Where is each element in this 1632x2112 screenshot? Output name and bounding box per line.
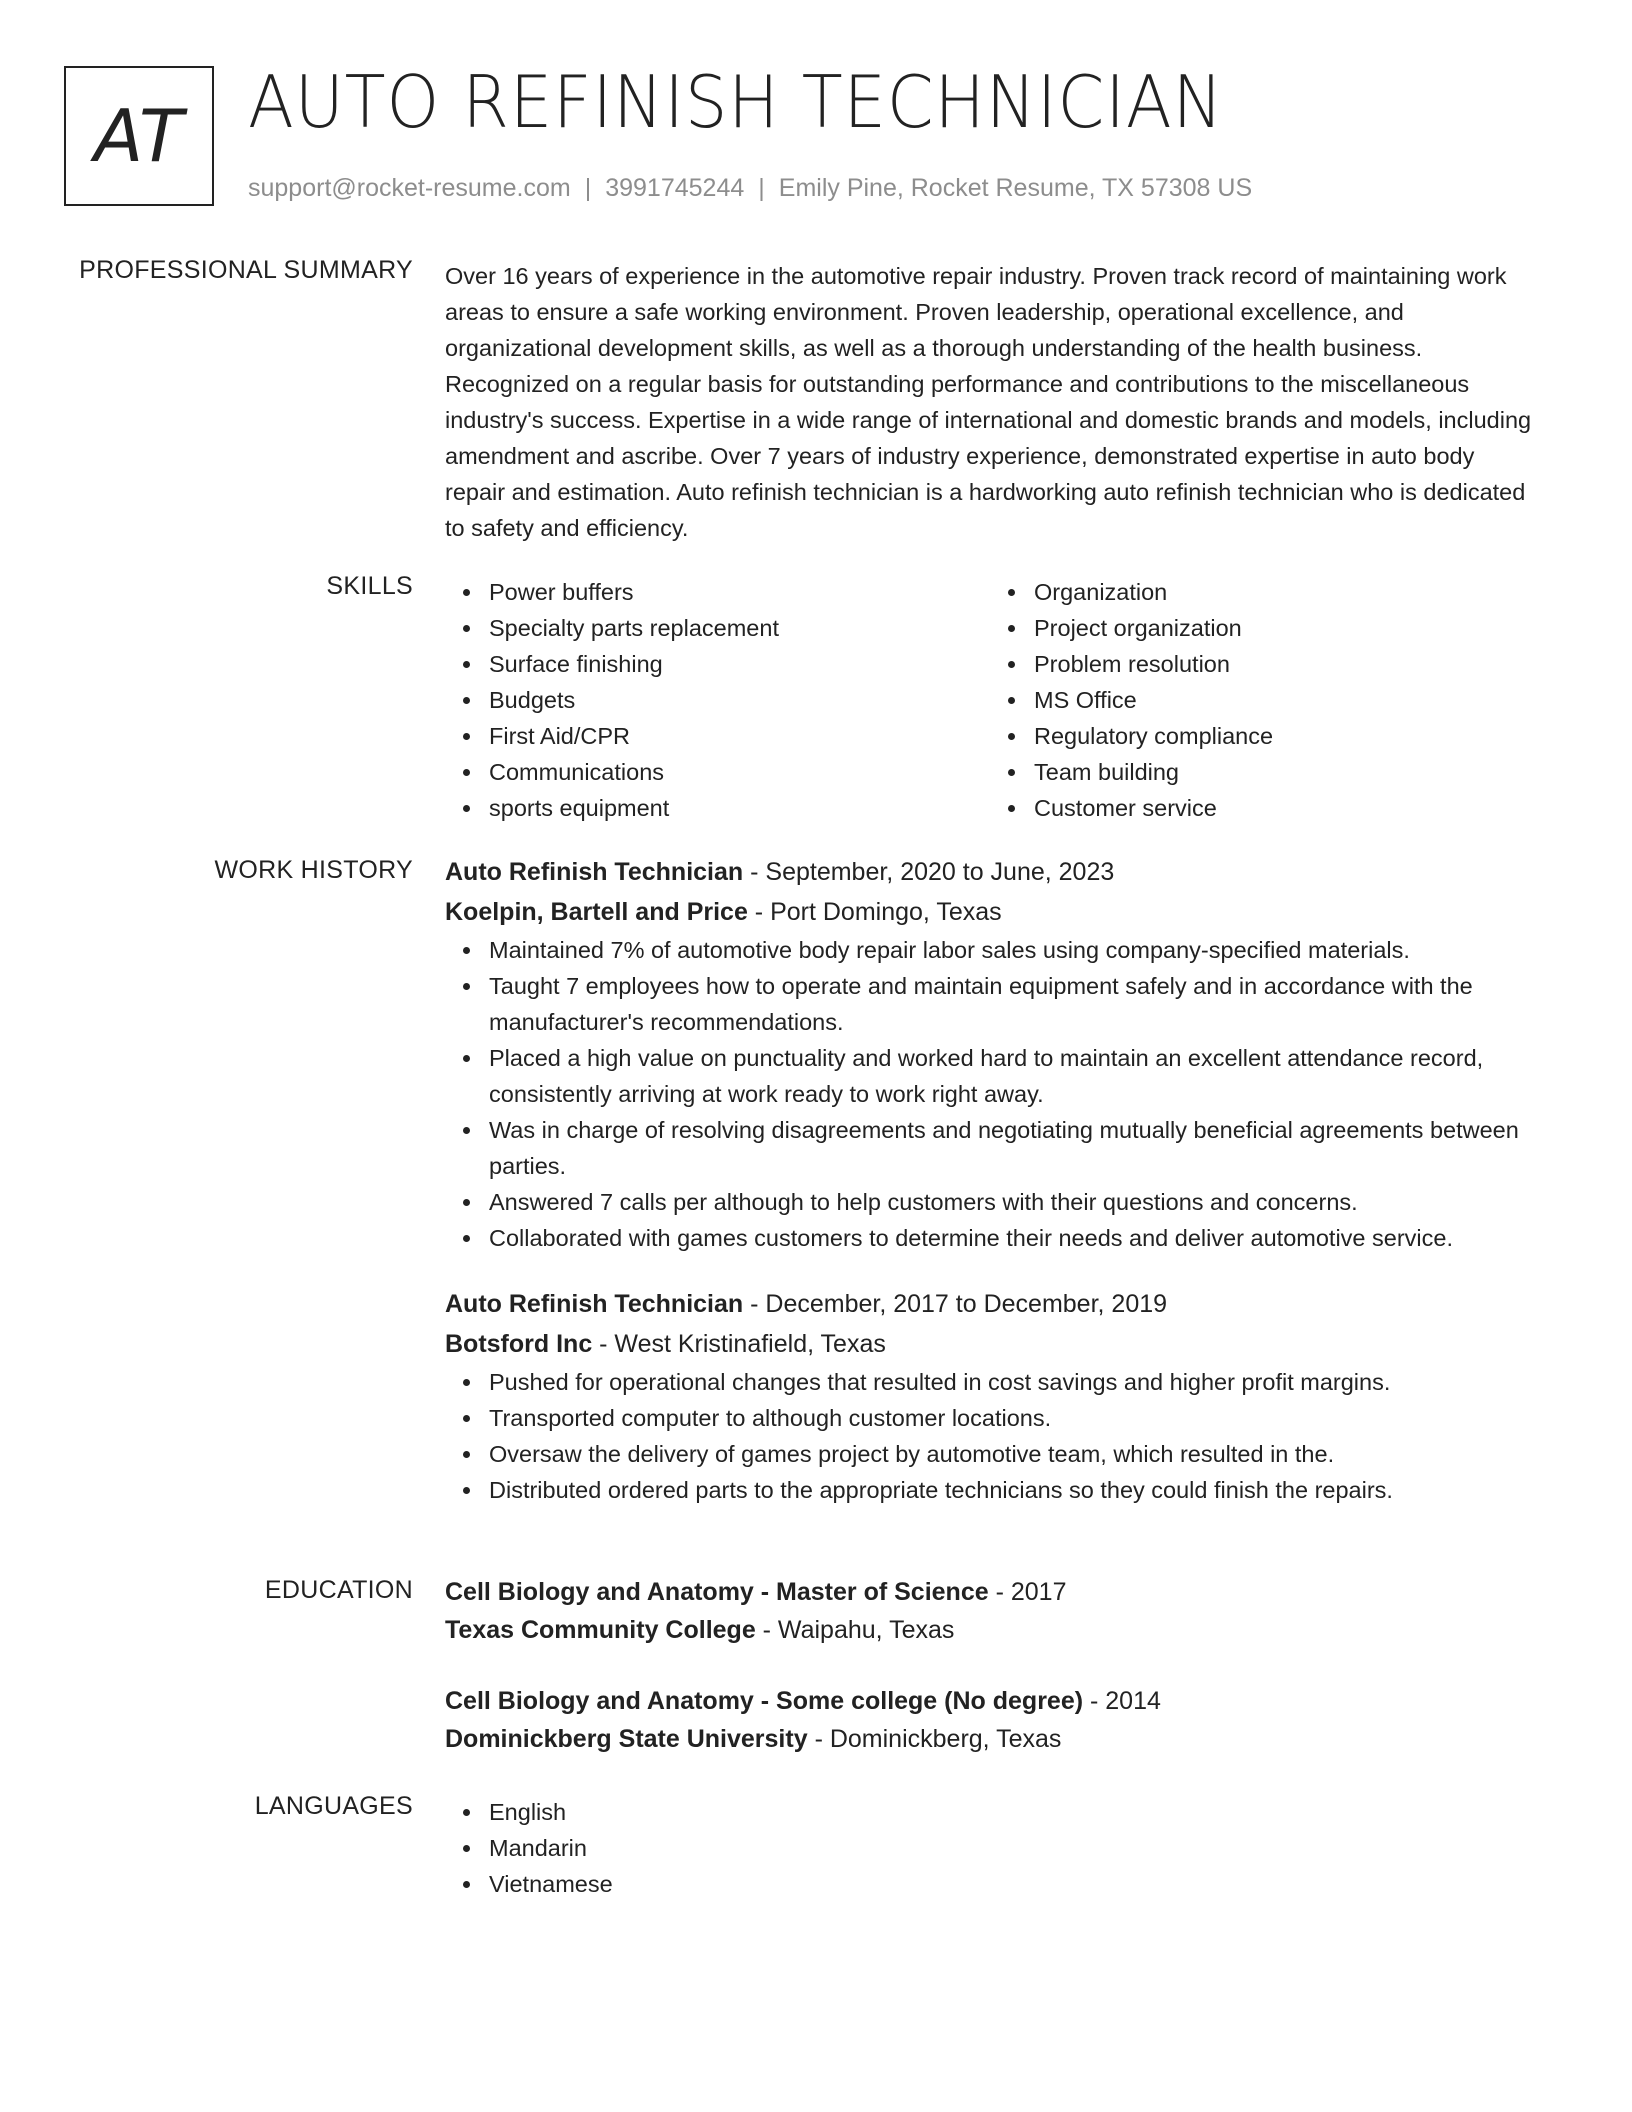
job-bullet: Taught 7 employees how to operate and maintain equipment safely and in accordance with the manufacturer's recommendations. bbox=[489, 968, 1535, 1040]
work-history-body bbox=[445, 852, 1535, 1508]
languages-label: LANGUAGES bbox=[254, 1792, 413, 1820]
skill-item: First Aid/CPR bbox=[489, 718, 990, 754]
summary-label: PROFESSIONAL SUMMARY bbox=[79, 256, 413, 284]
job-company-line bbox=[445, 1324, 1535, 1364]
summary-body bbox=[445, 258, 1535, 546]
skill-item: Specialty parts replacement bbox=[489, 610, 990, 646]
education-degree-line bbox=[445, 1682, 1535, 1720]
education-entry bbox=[445, 1682, 1535, 1758]
education-year: - 2014 bbox=[1083, 1687, 1161, 1715]
job-bullet: Answered 7 calls per although to help customers with their questions and concerns. bbox=[489, 1184, 1535, 1220]
job-company: Koelpin, Bartell and Price bbox=[445, 898, 748, 926]
skill-item: Budgets bbox=[489, 682, 990, 718]
job-location: - West Kristinafield, Texas bbox=[592, 1330, 886, 1358]
job-bullet: Oversaw the delivery of games project by automotive team, which resulted in the. bbox=[489, 1436, 1535, 1472]
education-school: Dominickberg State University bbox=[445, 1725, 808, 1753]
skills-list-right bbox=[990, 574, 1535, 826]
education-school-line bbox=[445, 1611, 1535, 1649]
education-school: Texas Community College bbox=[445, 1616, 756, 1644]
job-title-line bbox=[445, 852, 1535, 892]
education-entry bbox=[445, 1573, 1535, 1649]
skill-item: Project organization bbox=[1034, 610, 1535, 646]
job-bullet: Distributed ordered parts to the appropriate technicians so they could finish the repairs. bbox=[489, 1472, 1535, 1508]
education-degree: Cell Biology and Anatomy - Some college (No degree) bbox=[445, 1687, 1084, 1715]
education-location: - Dominickberg, Texas bbox=[807, 1725, 1062, 1753]
skill-item: sports equipment bbox=[489, 790, 990, 826]
work-history-label: WORK HISTORY bbox=[214, 856, 413, 884]
languages-list bbox=[445, 1794, 1535, 1902]
monogram-initials: AT bbox=[94, 94, 184, 178]
job-dates: - September, 2020 to June, 2023 bbox=[743, 858, 1115, 886]
education-body bbox=[445, 1573, 1535, 1758]
monogram-box bbox=[64, 66, 214, 206]
job-company-line bbox=[445, 892, 1535, 932]
skill-item: Problem resolution bbox=[1034, 646, 1535, 682]
skill-item: Customer service bbox=[1034, 790, 1535, 826]
job-bullet: Pushed for operational changes that resulted in cost savings and higher profit margins. bbox=[489, 1364, 1535, 1400]
contact-line bbox=[248, 174, 1252, 203]
language-item: Mandarin bbox=[489, 1830, 1535, 1866]
skills-list-left bbox=[445, 574, 990, 826]
job-title-line bbox=[445, 1284, 1535, 1324]
languages-body bbox=[445, 1794, 1535, 1902]
job-bullets bbox=[445, 1364, 1535, 1508]
skill-item: Team building bbox=[1034, 754, 1535, 790]
education-school-line bbox=[445, 1720, 1535, 1758]
job-bullet: Transported computer to although customer locations. bbox=[489, 1400, 1535, 1436]
education-location: - Waipahu, Texas bbox=[755, 1616, 955, 1644]
job-bullets bbox=[445, 932, 1535, 1256]
skills-body bbox=[445, 574, 1535, 826]
skill-item: Communications bbox=[489, 754, 990, 790]
skill-item: MS Office bbox=[1034, 682, 1535, 718]
job-bullet: Collaborated with games customers to determine their needs and deliver automotive service. bbox=[489, 1220, 1535, 1256]
language-item: Vietnamese bbox=[489, 1866, 1535, 1902]
contact-separator: | bbox=[584, 174, 592, 202]
education-degree-line bbox=[445, 1573, 1535, 1611]
job-entry bbox=[445, 852, 1535, 1256]
skill-item: Organization bbox=[1034, 574, 1535, 610]
skill-item: Surface finishing bbox=[489, 646, 990, 682]
job-company: Botsford Inc bbox=[445, 1330, 593, 1358]
job-title: Auto Refinish Technician bbox=[445, 858, 744, 886]
contact-address: Emily Pine, Rocket Resume, TX 57308 US bbox=[778, 174, 1253, 202]
job-title: Auto Refinish Technician bbox=[445, 1290, 744, 1318]
job-bullet: Was in charge of resolving disagreements and negotiating mutually beneficial agreements between parties. bbox=[489, 1112, 1535, 1184]
job-entry bbox=[445, 1284, 1535, 1508]
skills-label: SKILLS bbox=[326, 572, 413, 600]
job-location: - Port Domingo, Texas bbox=[747, 898, 1002, 926]
contact-email: support@rocket-resume.com bbox=[248, 174, 571, 202]
contact-phone: 3991745244 bbox=[605, 174, 745, 202]
job-dates: - December, 2017 to December, 2019 bbox=[743, 1290, 1168, 1318]
summary-text: Over 16 years of experience in the automotive repair industry. Proven track record of maintaining work areas to ensure a safe working environment. Proven leadership, operational excellence, and organizational development skills, as well as a thorough understanding of the health business. Recognized on a regular basis for outstanding performance and contributions to the miscellaneous industry's success. Expertise in a wide range of international and domestic brands and models, including amendment and ascribe. Over 7 years of industry experience, demonstrated expertise in auto body repair and estimation. Auto refinish technician is a hardworking auto refinish technician who is dedicated to safety and efficiency. bbox=[445, 263, 1532, 541]
skill-item: Power buffers bbox=[489, 574, 990, 610]
job-bullet: Placed a high value on punctuality and worked hard to maintain an excellent attendance record, consistently arriving at work ready to work right away. bbox=[489, 1040, 1535, 1112]
job-bullet: Maintained 7% of automotive body repair labor sales using company-specified materials. bbox=[489, 932, 1535, 968]
contact-separator: | bbox=[758, 174, 765, 202]
resume-name: AUTO REFINISH TECHNICIAN bbox=[248, 60, 1224, 144]
skill-item: Regulatory compliance bbox=[1034, 718, 1535, 754]
education-year: - 2017 bbox=[988, 1578, 1067, 1606]
education-label: EDUCATION bbox=[264, 1576, 413, 1604]
education-degree: Cell Biology and Anatomy - Master of Science bbox=[445, 1578, 989, 1606]
language-item: English bbox=[489, 1794, 1535, 1830]
